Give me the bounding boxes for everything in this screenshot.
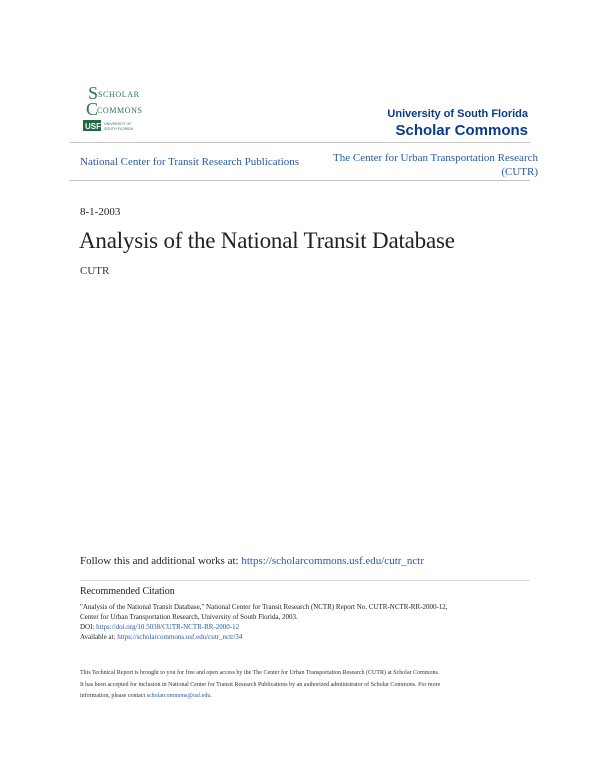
university-name[interactable]: University of South Florida: [387, 108, 528, 120]
repository-header: [387, 108, 528, 140]
document-title: Analysis of the National Transit Database: [79, 228, 455, 253]
logo-subtext-2: SOUTH FLORIDA: [104, 127, 134, 131]
collection-link-left[interactable]: National Center for Transit Research Publications: [80, 156, 300, 168]
usf-badge-text: USF: [85, 122, 101, 131]
citation-divider: [80, 580, 530, 581]
notice-line-1: This Technical Report is brought to you for free and open access by the The Center for Urban Transportation Research (CUTR) at Scholar Commons.: [80, 670, 440, 676]
logo-line2: COMMONS: [97, 106, 143, 115]
available-label: Available at:: [80, 633, 116, 641]
collection-link-right[interactable]: The Center for Urban Transportation Research (CUTR): [333, 152, 538, 178]
available-link[interactable]: https://scholarcommons.usf.edu/cutr_nctr/34: [117, 633, 243, 641]
citation-doi: [80, 622, 540, 632]
header-divider-top: [70, 142, 530, 143]
follow-works: [80, 555, 424, 567]
doi-link[interactable]: https://doi.org/10.5038/CUTR-NCTR-RR-2000-12: [96, 623, 240, 631]
follow-link[interactable]: https://scholarcommons.usf.edu/cutr_nctr: [241, 555, 425, 567]
citation-heading: Recommended Citation: [80, 586, 175, 597]
repository-name[interactable]: Scholar Commons: [395, 122, 528, 139]
citation-available: [80, 632, 540, 642]
follow-prefix: Follow this and additional works at:: [80, 555, 239, 567]
scholar-commons-logo: [80, 85, 160, 137]
citation-block: [80, 602, 540, 642]
logo-big-s: S: [88, 85, 99, 103]
contact-email-link[interactable]: scholarcommons@usf.edu: [146, 693, 211, 699]
notice-line-3-prefix: information, please contact: [80, 693, 146, 699]
scholar-commons-logo-mark: [80, 85, 160, 137]
publication-date: 8-1-2003: [80, 206, 121, 218]
citation-line-2: Center for Urban Transportation Research, University of South Florida, 2003.: [80, 613, 298, 621]
header-divider-bottom: [70, 180, 530, 181]
notice-line-3: [80, 691, 530, 703]
notice-line-3-suffix: .: [210, 693, 212, 699]
doi-label: DOI:: [80, 623, 95, 631]
access-notice: [80, 668, 530, 703]
logo-subtext-1: UNIVERSITY OF: [104, 122, 132, 126]
citation-line-1: "Analysis of the National Transit Database," National Center for Transit Research (NCTR) Report No. CUTR-NCTR-RR-2000-12,: [80, 603, 448, 611]
document-author[interactable]: CUTR: [80, 265, 110, 277]
logo-big-c: C: [86, 99, 99, 119]
logo-line1: SCHOLAR: [98, 90, 140, 99]
notice-line-2: It has been accepted for inclusion in National Center for Transit Research Publications by an authorized administrator of Scholar Commons. For more: [80, 681, 441, 688]
